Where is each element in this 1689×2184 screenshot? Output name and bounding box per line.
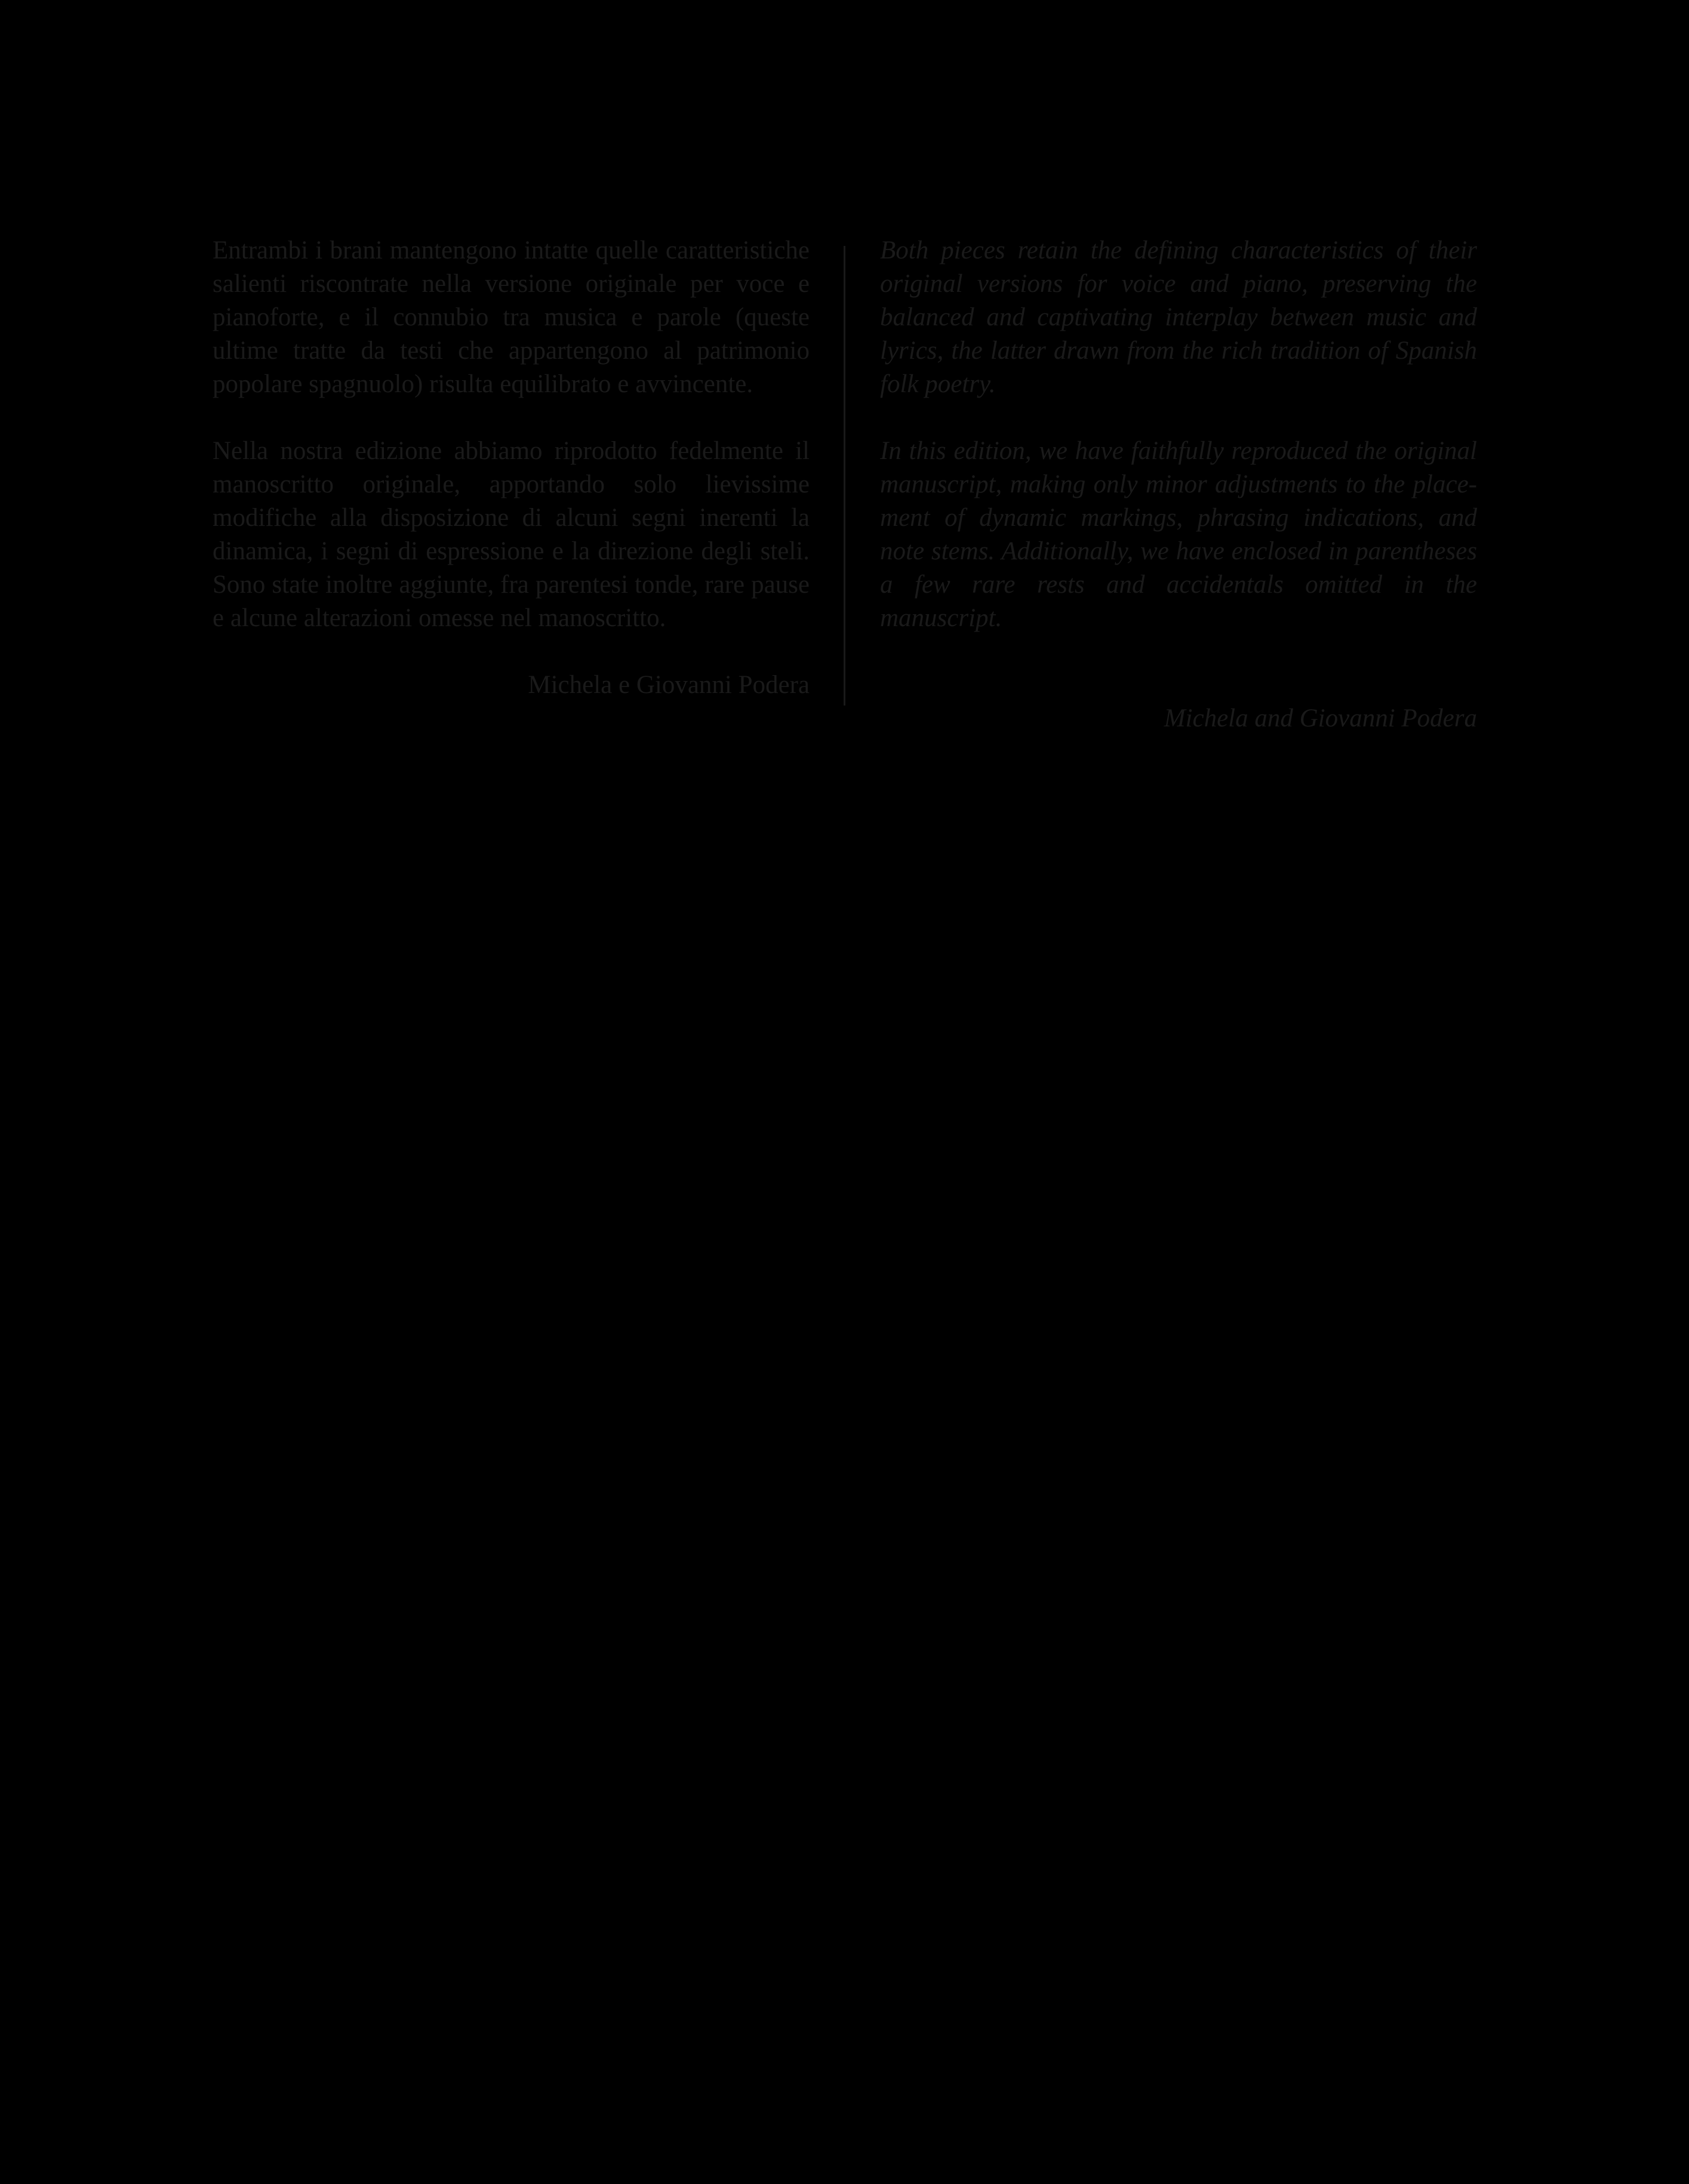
- italian-paragraph-1: Entrambi i brani mantengono intatte quelle caratteristiche salienti riscontrate nella versione originale per voce e pianoforte, e il connubio tra musica e parole (queste ultime tratte da testi che appartengono al patrimonio popolare spagnuolo) risulta equilibrato e avvincente.: [213, 236, 810, 398]
- english-signature: Michela and Giovanni Podera: [1164, 704, 1477, 732]
- italian-paragraph-2: Nella nostra edizione abbiamo riprodotto fedelmente il manoscritto originale, apportando solo lievissime modifiche alla disposizione di alcuni segni inerenti la dinamica, i segni di espressione e la direzione degli steli. Sono state inoltre aggiunte, fra parentesi tonde, rare pause e alcune alterazioni omesse nel manoscritto.: [213, 437, 810, 632]
- column-divider: [844, 246, 845, 706]
- english-paragraph-1: Both pieces retain the defining characteristics of their original versions for voice and piano, preserving the balanced and captivating interplay between music and lyrics, the latter drawn from the rich tradition of Spanish folk poetry.: [880, 236, 1477, 398]
- english-column: [880, 234, 1477, 769]
- italian-signature: Michela e Giovanni Podera: [528, 671, 810, 699]
- english-paragraph-2: In this edition, we have faithfully reproduced the original manuscript, making only minor adjustments to the placement of dynamic markings, phrasing indications, and note stems. Additionally, we have enclosed in parentheses a few rare rests and accidentals omitted in the manuscript.: [880, 437, 1477, 632]
- italian-column: [213, 234, 810, 735]
